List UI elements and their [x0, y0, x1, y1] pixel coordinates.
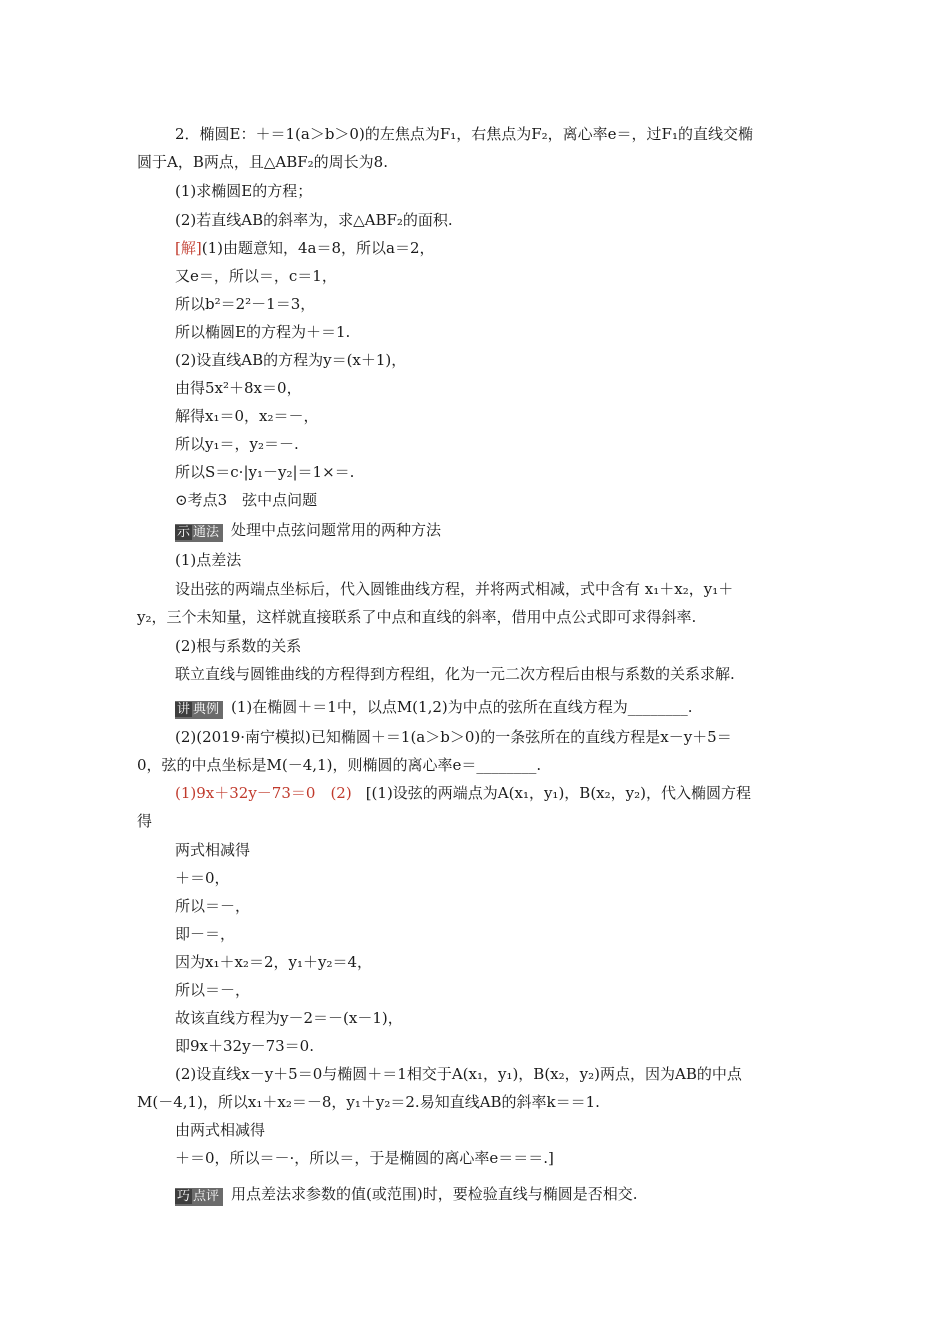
answer-line-1: (1)9x＋32y－73＝0 (2) [(1)设弦的两端点为A(x₁，y₁)，B(x₂，y₂)，代入椭圆方程	[175, 784, 751, 802]
solution-line-2: 又e＝，所以＝，c＝1，	[175, 267, 337, 285]
solution-line-9: 所以S＝c·|y₁－y₂|＝1×＝.	[175, 463, 355, 481]
solution-line-8: 所以y₁＝，y₂＝－.	[175, 435, 299, 453]
answer-line-12: M(－4,1)，所以x₁＋x₂＝－8，y₁＋y₂＝2.易知直线AB的斜率k＝＝1.	[137, 1093, 600, 1111]
method-1-title: (1)点差法	[175, 551, 242, 569]
answer-line-10: 即9x＋32y－73＝0.	[175, 1037, 314, 1055]
answer-line-14: ＋＝0，所以＝－·，所以＝，于是椭圆的离心率e＝＝＝.]	[175, 1149, 554, 1167]
solution-line-4: 所以椭圆E的方程为＋＝1.	[175, 323, 351, 341]
example-2-line-1: (2)(2019·南宁模拟)已知椭圆＋＝1(a＞b＞0)的一条弦所在的直线方程是x－y＋5＝	[175, 728, 732, 746]
method-intro: 示 通法 处理中点弦问题常用的两种方法	[177, 521, 442, 540]
solution-line-7: 解得x₁＝0，x₂＝－，	[175, 407, 319, 425]
answer-line-11: (2)设直线x－y＋5＝0与椭圆＋＝1相交于A(x₁，y₁)，B(x₂，y₂)两点，因为AB的中点	[175, 1065, 742, 1083]
example-2-line-2: 0，弦的中点坐标是M(－4,1)，则椭圆的离心率e＝________.	[137, 756, 542, 774]
method-1-line-1: 设出弦的两端点坐标后，代入圆锥曲线方程，并将两式相减，式中含有 x₁＋x₂，y₁＋	[175, 580, 734, 598]
method-1-line-2: y₂，三个未知量，这样就直接联系了中点和直线的斜率，借用中点公式即可求得斜率.	[137, 608, 697, 626]
method-2-line-1: 联立直线与圆锥曲线的方程得到方程组，化为一元二次方程后由根与系数的关系求解.	[175, 665, 735, 683]
question-1: (1)求椭圆E的方程；	[175, 182, 313, 200]
solution-line-1: [解](1)由题意知，4a＝8，所以a＝2，	[175, 239, 435, 257]
answer-line-3: 两式相减得	[175, 841, 251, 859]
section-heading-kaodian-3: ⊙考点3 弦中点问题	[175, 491, 318, 509]
comment-line: 巧 点评 用点差法求参数的值(或范围)时，要检验直线与椭圆是否相交.	[177, 1185, 638, 1204]
solution-line-6: 由得5x²＋8x＝0，	[175, 379, 302, 397]
method-2-title: (2)根与系数的关系	[175, 637, 302, 655]
answer-line-7: 因为x₁＋x₂＝2，y₁＋y₂＝4，	[175, 953, 373, 971]
problem-2-line-1: 2．椭圆E：＋＝1(a＞b＞0)的左焦点为F₁，右焦点为F₂，离心率e＝，过F₁的直线交椭	[175, 125, 753, 143]
comment-tag: 巧 点评	[175, 1188, 223, 1206]
solution-line-5: (2)设直线AB的方程为y＝(x＋1)，	[175, 351, 407, 369]
example-tag: 讲 典例	[175, 701, 223, 719]
method-tag: 示 通法	[175, 524, 223, 542]
answer-line-4: ＋＝0，	[175, 869, 230, 887]
answer-line-6: 即－＝，	[175, 925, 236, 943]
answer-line-2: 得	[137, 812, 153, 830]
solution-line-3: 所以b²＝2²－1＝3，	[175, 295, 316, 313]
answer-line-9: 故该直线方程为y－2＝－(x－1)，	[175, 1009, 403, 1027]
answer-line-8: 所以＝－，	[175, 981, 251, 999]
answer-line-13: 由两式相减得	[175, 1121, 266, 1139]
example-1: 讲 典例 (1)在椭圆＋＝1中，以点M(1,2)为中点的弦所在直线方程为________.	[177, 698, 693, 717]
problem-2-line-2: 圆于A，B两点，且△ABF₂的周长为8.	[137, 153, 388, 171]
answer-line-5: 所以＝－，	[175, 897, 251, 915]
solution-label: [解]	[175, 239, 202, 257]
question-2: (2)若直线AB的斜率为，求△ABF₂的面积.	[175, 211, 453, 229]
answer-red: (1)9x＋32y－73＝0 (2)	[175, 784, 352, 802]
